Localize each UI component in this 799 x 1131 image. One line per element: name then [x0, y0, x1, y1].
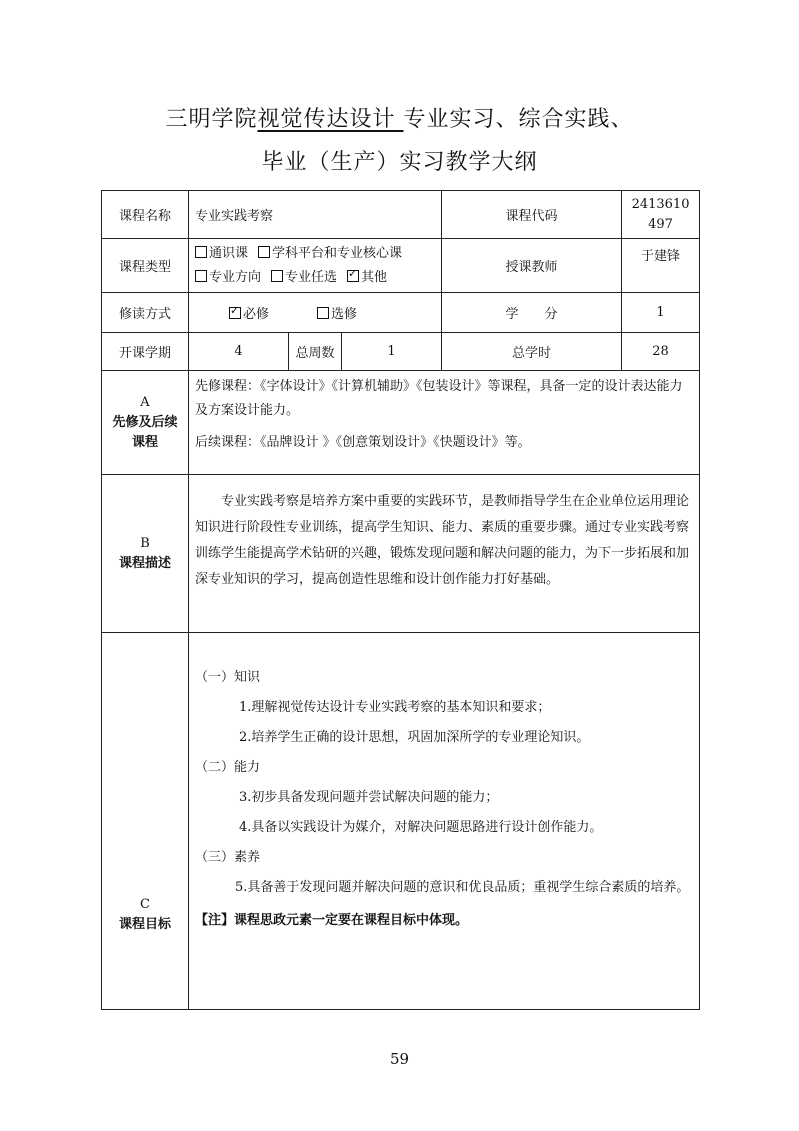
section-title: 先修及后续课程	[112, 414, 178, 450]
study-mode-label: 修读方式	[102, 293, 189, 333]
quality-heading: （三）素养	[195, 850, 261, 865]
section-title: 课程描述	[118, 555, 171, 571]
checkbox-icon	[317, 307, 329, 319]
section-a-content	[189, 371, 700, 475]
table-row	[102, 633, 700, 1010]
study-mode-options	[189, 293, 442, 333]
objective-item: 4.具备以实践设计为媒介，对解决问题思路进行设计创作能力。	[239, 820, 603, 835]
objective-item: 5.具备善于发现问题并解决问题的意识和优良品质；重视学生综合素质的培养。	[235, 880, 690, 895]
table-row	[102, 293, 700, 333]
table-row	[102, 333, 700, 371]
ideology-note: 【注】课程思政元素一定要在课程目标中体现。	[195, 913, 469, 928]
semester-value: 4	[189, 333, 289, 371]
course-code-part2: 497	[648, 216, 673, 232]
document-title-line2: 毕业（生产）实习教学大纲	[261, 150, 538, 175]
followup-courses: 后续课程：《品牌设计 》《创意策划设计》《快题设计》等。	[195, 435, 531, 450]
teacher-label: 授课教师	[442, 239, 622, 293]
objective-item: 3.初步具备发现问题并尝试解决问题的能力；	[239, 790, 499, 805]
title-suffix: 专业实习、综合实践、	[403, 107, 634, 132]
table-row	[102, 371, 700, 475]
section-letter: B	[140, 535, 150, 551]
section-a-label	[102, 371, 189, 475]
objective-item: 2.培养学生正确的设计思想，巩固加深所学的专业理论知识。	[239, 730, 590, 745]
course-code-part1: 2413610	[631, 196, 690, 212]
title-school: 三明学院	[165, 107, 258, 132]
type-option-general[interactable]: 通识课	[195, 246, 248, 261]
checkbox-icon	[195, 270, 207, 282]
section-c-content	[189, 633, 700, 1010]
hours-value: 28	[622, 333, 700, 371]
credit-value: 1	[622, 293, 700, 333]
section-letter: A	[140, 394, 150, 410]
checkbox-icon	[258, 246, 270, 258]
mode-option-required[interactable]: ✓ 必修	[229, 307, 269, 322]
prereq-courses: 先修课程：《字体设计》《计算机辅助》《包装设计》等课程，具备一定的设计表达能力及方案设计能力。	[195, 379, 683, 418]
teacher-value: 于建锋	[622, 239, 700, 293]
title-major: 视觉传达设计	[257, 107, 404, 132]
checked-checkbox-icon	[229, 307, 241, 319]
semester-label: 开课学期	[102, 333, 189, 371]
course-code-label: 课程代码	[442, 191, 622, 239]
course-code-value	[622, 191, 700, 239]
knowledge-heading: （一）知识	[195, 670, 261, 685]
credit-label: 学 分	[442, 293, 622, 333]
section-b-content: 专业实践考察是培养方案中重要的实践环节，是教师指导学生在企业单位运用理论知识进行阶段性专业训练，提高学生知识、能力、素质的重要步骤。通过专业实践考察训练学生能提高学术钻研的兴趣，锻炼发现问题和解决问题的能力，为下一步拓展和加深专业知识的学习，提高创造性思维和设计创作能力打好基础。	[189, 475, 700, 633]
course-type-options	[189, 239, 442, 293]
table-row	[102, 191, 700, 239]
course-name-value: 专业实践考察	[189, 191, 442, 239]
table-row	[102, 475, 700, 633]
checked-checkbox-icon	[347, 270, 359, 282]
ability-heading: （二）能力	[195, 760, 261, 775]
table-row	[102, 239, 700, 293]
page-number: 59	[389, 1050, 410, 1068]
type-option-direction[interactable]: 专业方向	[195, 270, 261, 285]
type-option-other[interactable]: ✓ 其他	[347, 270, 387, 285]
syllabus-table	[101, 190, 700, 1010]
section-letter: C	[140, 897, 150, 912]
weeks-label: 总周数	[289, 333, 342, 371]
type-option-core[interactable]: 学科平台和专业核心课	[258, 246, 402, 261]
section-title: 课程目标	[118, 917, 171, 932]
section-c-label	[102, 633, 189, 1010]
weeks-value: 1	[342, 333, 442, 371]
hours-label: 总学时	[442, 333, 622, 371]
checkbox-icon	[271, 270, 283, 282]
mode-option-elective[interactable]: 选修	[317, 307, 357, 322]
course-type-label: 课程类型	[102, 239, 189, 293]
objective-item: 1.理解视觉传达设计专业实践考察的基本知识和要求；	[239, 700, 551, 715]
checkbox-icon	[195, 246, 207, 258]
section-b-label	[102, 475, 189, 633]
type-option-elective[interactable]: 专业任选	[271, 270, 337, 285]
course-name-label: 课程名称	[102, 191, 189, 239]
document-title-line1	[0, 102, 799, 133]
